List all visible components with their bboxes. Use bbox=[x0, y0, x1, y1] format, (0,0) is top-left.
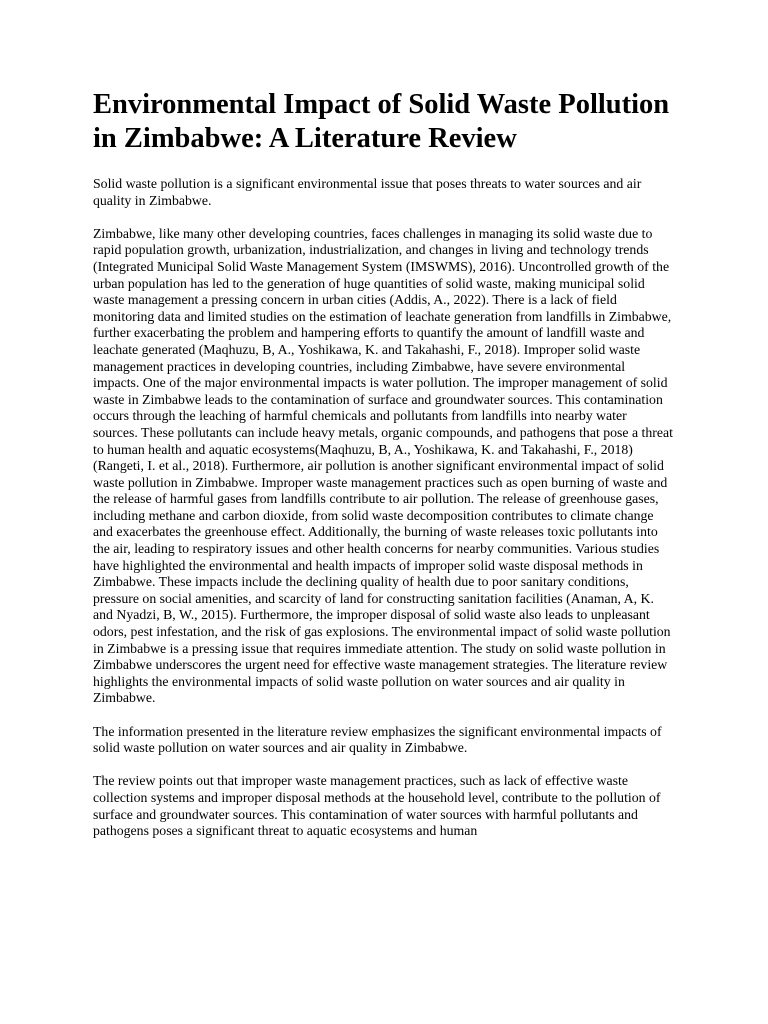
document-page bbox=[93, 88, 673, 856]
paragraph-summary: The information presented in the literature review emphasizes the significant environmental impacts of solid waste pollution on water sources and air quality in Zimbabwe. bbox=[93, 723, 662, 756]
paragraph-body: Zimbabwe, like many other developing countries, faces challenges in managing its solid waste due to rapid population growth, urbanization, industrialization, and changes in living and technology trends (Integrated Municipal Solid Waste Management System (IMSWMS), 2016). Uncontrolled growth of the urban population has led to the generation of huge quantities of solid waste, making municipal solid waste management a pressing concern in urban cities (Addis, A., 2022). There is a lack of field monitoring data and limited studies on the estimation of leachate generation from landfills in Zimbabwe, further exacerbating the problem and hampering efforts to quantify the amount of landfill waste and leachate generated (Maqhuzu, B, A., Yoshikawa, K. and Takahashi, F., 2018). Improper solid waste management practices in developing countries, including Zimbabwe, have severe environmental impacts. One of the major environmental impacts is water pollution. The improper management of solid waste in Zimbabwe leads to the contamination of surface and groundwater sources. This contamination occurs through the leaching of harmful chemicals and pollutants from landfills into nearby water sources. These pollutants can include heavy metals, organic compounds, and pathogens that pose a threat to human health and aquatic ecosystems(Maqhuzu, B, A., Yoshikawa, K. and Takahashi, F., 2018)(Rangeti, I. et al., 2018). Furthermore, air pollution is another significant environmental impact of solid waste pollution in Zimbabwe. Improper waste management practices such as open burning of waste and the release of harmful gases from landfills contribute to air pollution. The release of greenhouse gases, including methane and carbon dioxide, from solid waste decomposition contributes to climate change and exacerbates the greenhouse effect. Additionally, the burning of waste releases toxic pollutants into the air, leading to respiratory issues and other health concerns for nearby communities. Various studies have highlighted the environmental and health impacts of improper solid waste disposal methods in Zimbabwe. These impacts include the declining quality of health due to poor sanitary conditions, pressure on social amenities, and scarcity of land for constructing sanitation facilities (Anaman, A, K. and Nyadzi, B, W., 2015). Furthermore, the improper disposal of solid waste also leads to unpleasant odors, pest infestation, and the risk of gas explosions. The environmental impact of solid waste pollution in Zimbabwe is a pressing issue that requires immediate attention. The study on solid waste pollution in Zimbabwe underscores the urgent need for effective waste management strategies. The literature review highlights the environmental impacts of solid waste pollution on water sources and air quality in Zimbabwe. bbox=[93, 225, 673, 706]
document-title: Environmental Impact of Solid Waste Pollution in Zimbabwe: A Literature Review bbox=[93, 89, 670, 154]
paragraph-intro: Solid waste pollution is a significant environmental issue that poses threats to water sources and air quality in Zimbabwe. bbox=[93, 176, 642, 208]
paragraph-review: The review points out that improper waste management practices, such as lack of effective waste collection systems and improper disposal methods at the household level, contribute to the pollution of surface and groundwater sources. This contamination of water sources with harmful pollutants and pathogens poses a significant threat to aquatic ecosystems and human bbox=[93, 773, 661, 839]
